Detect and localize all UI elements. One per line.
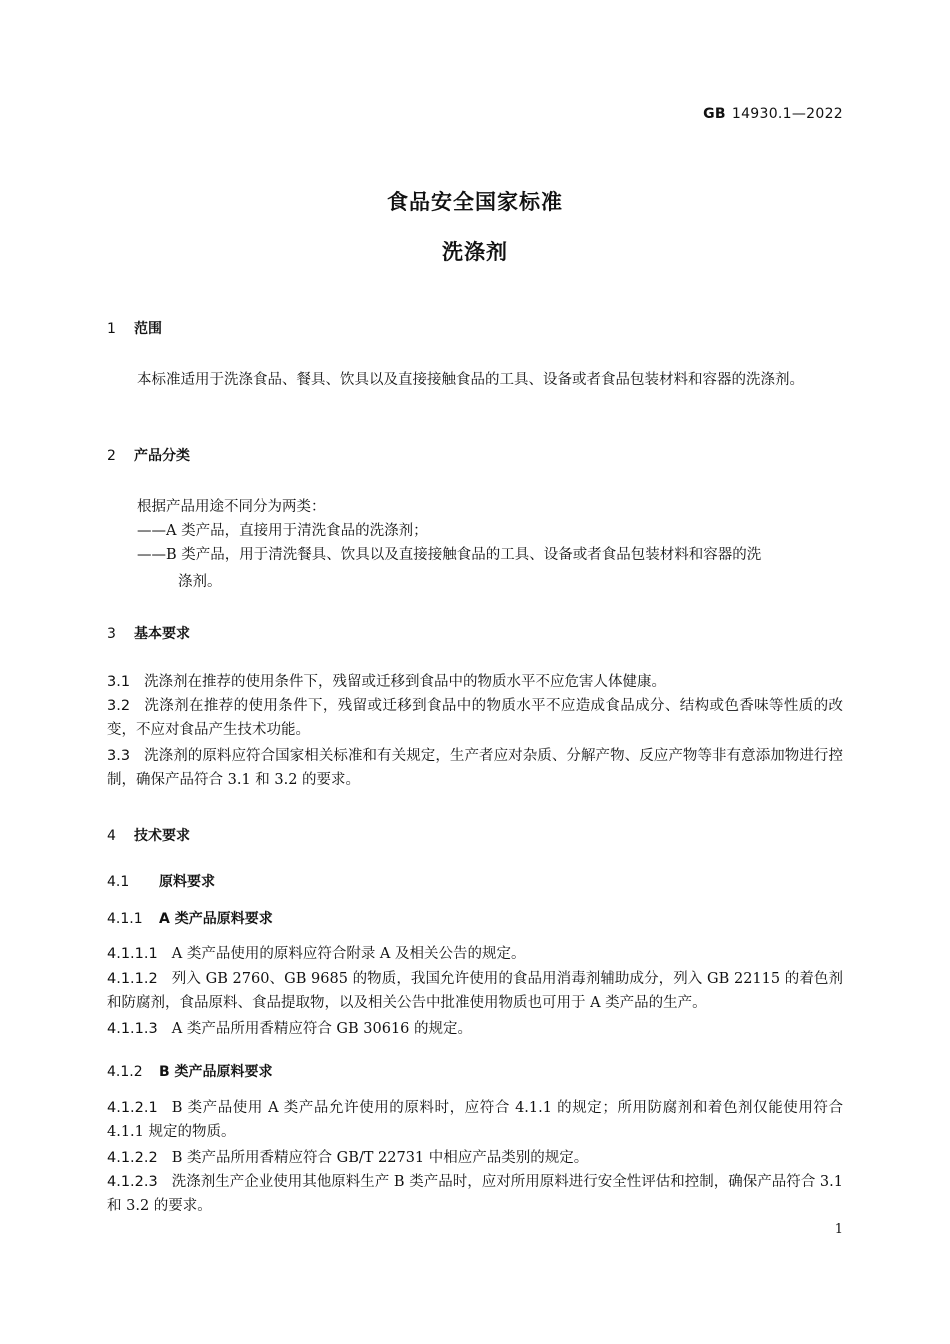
clause-text: 洗涤剂在推荐的使用条件下，残留或迁移到食品中的物质水平不应危害人体健康。 <box>144 674 667 690</box>
clause-3-1 <box>107 670 843 694</box>
section-2-heading <box>107 445 190 465</box>
clause-4-1-1-1 <box>107 942 843 966</box>
standard-code <box>703 106 843 122</box>
list-item-a: ——A 类产品，直接用于清洗食品的洗涤剂； <box>137 523 428 539</box>
section-title: B 类产品原料要求 <box>159 1064 273 1080</box>
section-4-1-heading <box>107 871 215 891</box>
clause-text: 洗涤剂在推荐的使用条件下，残留或迁移到食品中的物质水平不应造成食品成分、结构或色香味等性质的改变，不应对食品产生技术功能。 <box>107 698 843 738</box>
section-4-1-2-heading <box>107 1061 273 1081</box>
section-title: 基本要求 <box>134 626 190 642</box>
section-number: 4.1 <box>107 874 130 890</box>
list-item-b-continuation: 涤剂。 <box>178 574 222 590</box>
section-4-1-1-heading <box>107 908 273 928</box>
section-3-heading <box>107 623 190 643</box>
section-4-heading <box>107 825 190 845</box>
clause-number: 4.1.1.2 <box>107 971 158 987</box>
section-number: 1 <box>107 321 116 337</box>
clause-4-1-2-3 <box>107 1170 843 1218</box>
clause-4-1-1-3 <box>107 1017 843 1041</box>
clause-text: B 类产品使用 A 类产品允许使用的原料时，应符合 4.1.1 的规定；所用防腐剂和着色剂仅能使用符合 4.1.1 规定的物质。 <box>107 1100 843 1140</box>
section-number: 4.1.2 <box>107 1064 143 1080</box>
clause-4-1-1-2 <box>107 967 843 1015</box>
clause-number: 3.1 <box>107 674 131 690</box>
standard-code-prefix: GB <box>703 106 726 122</box>
list-item-b: ——B 类产品，用于清洗餐具、饮具以及直接接触食品的工具、设备或者食品包装材料和容器的洗 <box>137 547 762 563</box>
section-1-text: 本标准适用于洗涤食品、餐具、饮具以及直接接触食品的工具、设备或者食品包装材料和容器的洗涤剂。 <box>137 372 804 388</box>
page-number: 1 <box>834 1222 843 1237</box>
section-2-intro: 根据产品用途不同分为两类： <box>137 499 326 515</box>
clause-text: 洗涤剂的原料应符合国家相关标准和有关规定，生产者应对杂质、分解产物、反应产物等非有意添加物进行控制，确保产品符合 3.1 和 3.2 的要求。 <box>107 748 843 788</box>
section-title: 技术要求 <box>134 828 190 844</box>
clause-number: 3.2 <box>107 698 131 714</box>
clause-text: 列入 GB 2760、GB 9685 的物质，我国允许使用的食品用消毒剂辅助成分，列入 GB 22115 的着色剂和防腐剂，食品原料、食品提取物，以及相关公告中批准使用物质也可用于 A 类产品的生产。 <box>107 971 843 1011</box>
document-title: 食品安全国家标准 <box>387 190 563 214</box>
clause-text: 洗涤剂生产企业使用其他原料生产 B 类产品时，应对所用原料进行安全性评估和控制，确保产品符合 3.1 和 3.2 的要求。 <box>107 1174 843 1214</box>
clause-number: 4.1.2.2 <box>107 1150 158 1166</box>
clause-4-1-2-1 <box>107 1096 843 1144</box>
clause-number: 4.1.1.3 <box>107 1021 158 1037</box>
clause-text: B 类产品所用香精应符合 GB/T 22731 中相应产品类别的规定。 <box>171 1150 589 1166</box>
section-number: 4.1.1 <box>107 911 143 927</box>
section-title: 范围 <box>134 321 162 337</box>
clause-text: A 类产品使用的原料应符合附录 A 及相关公告的规定。 <box>171 946 526 962</box>
section-1-heading <box>107 318 162 338</box>
section-title: 产品分类 <box>134 448 190 464</box>
clause-number: 4.1.1.1 <box>107 946 158 962</box>
clause-4-1-2-2 <box>107 1146 843 1170</box>
standard-code-number: 14930.1—2022 <box>731 106 843 122</box>
section-number: 2 <box>107 448 116 464</box>
clause-3-3 <box>107 744 843 792</box>
clause-number: 4.1.2.1 <box>107 1100 158 1116</box>
clause-number: 4.1.2.3 <box>107 1174 158 1190</box>
clause-3-2 <box>107 694 843 742</box>
clause-text: A 类产品所用香精应符合 GB 30616 的规定。 <box>171 1021 473 1037</box>
document-subtitle: 洗涤剂 <box>442 240 508 264</box>
section-number: 4 <box>107 828 116 844</box>
section-title: A 类产品原料要求 <box>159 911 273 927</box>
clause-number: 3.3 <box>107 748 131 764</box>
section-number: 3 <box>107 626 116 642</box>
section-title: 原料要求 <box>159 874 215 890</box>
